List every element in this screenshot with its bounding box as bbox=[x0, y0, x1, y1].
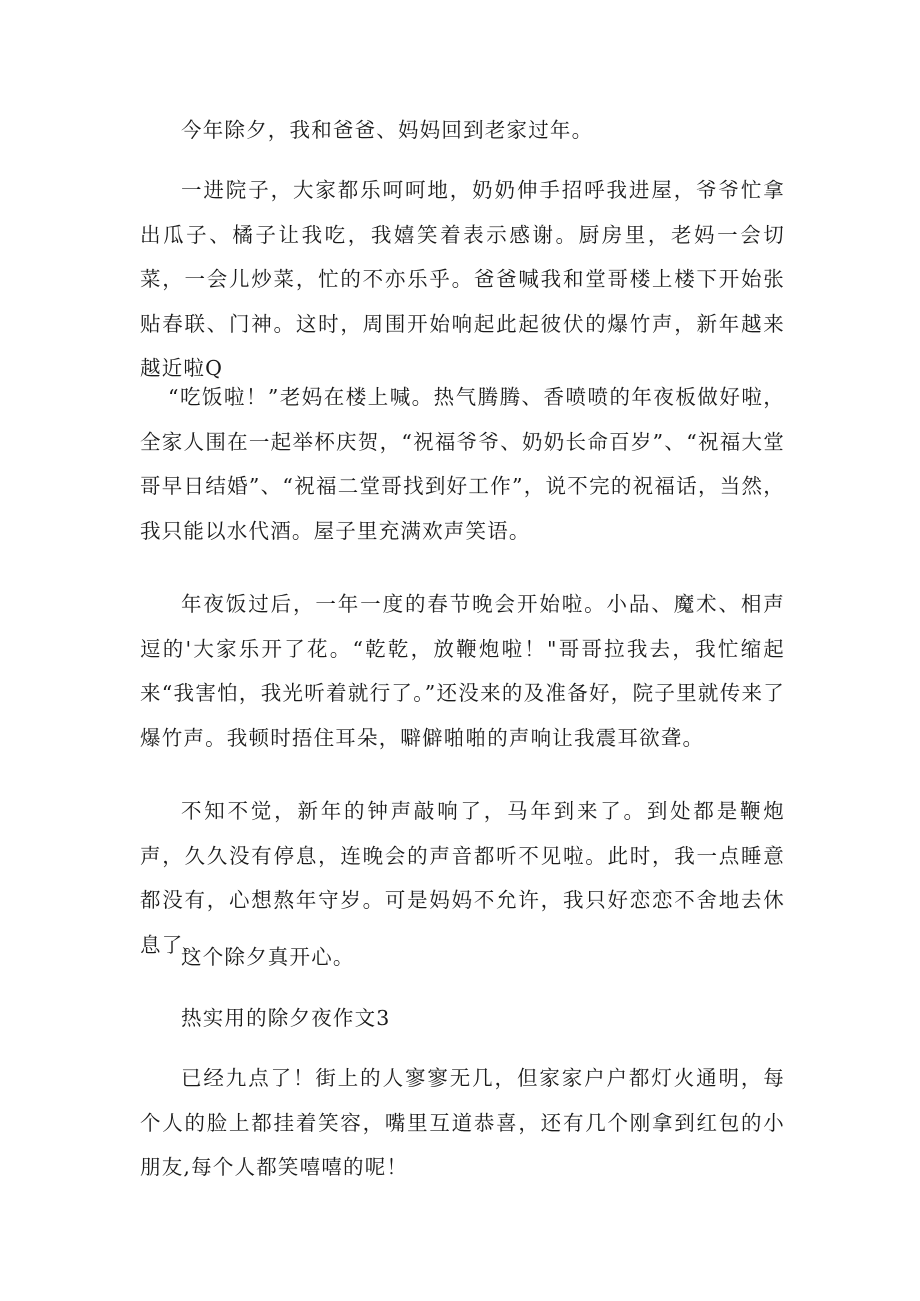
paragraph-6: 这个除夕真开心。 bbox=[181, 945, 355, 969]
paragraph-4: 年夜饭过后，一年一度的春节晚会开始啦。小品、魔术、相声逗的'大家乐开了花。“乾乾，放鞭炮啦！"哥哥拉我去，我忙缩起来“我害怕，我光听着就行了。”还没来的及准备好，院子里就传来了爆竹声。我顿时捂住耳朵，噼僻啪啪的声响让我震耳欲聋。 bbox=[140, 592, 785, 750]
paragraph-5: 不知不觉，新年的钟声敲响了，马年到来了。到处都是鞭炮声，久久没有停息，连晚会的声音都听不见啦。此时，我一点睡意都没有，心想熬年守岁。可是妈妈不允许，我只好恋恋不舍地去休息了。 bbox=[140, 799, 785, 957]
paragraph-3: “吃饭啦！”老妈在楼上喊。热气腾腾、香喷喷的年夜板做好啦，全家人围在一起举杯庆贺，“祝福爷爷、奶奶长命百岁”、“祝福大堂哥早日结婚”、“祝福二堂哥找到好工作”，说不完的祝福话，当然，我只能以水代酒。屋子里充满欢声笑语。 bbox=[140, 385, 785, 543]
paragraph-1: 今年除夕，我和爸爸、妈妈回到老家过年。 bbox=[181, 118, 594, 142]
section-heading: 热实用的除夕夜作文3 bbox=[181, 1006, 391, 1030]
paragraph-7: 已经九点了！街上的人寥寥无几，但家家户户都灯火通明，每个人的脸上都挂着笑容，嘴里互道恭喜，还有几个刚拿到红包的小朋友,每个人都笑嘻嘻的呢！ bbox=[140, 1066, 785, 1179]
paragraph-2: 一进院子，大家都乐呵呵地，奶奶伸手招呼我进屋，爷爷忙拿出瓜子、橘子让我吃，我嬉笑着表示感谢。厨房里，老妈一会切菜，一会儿炒菜，忙的不亦乐乎。爸爸喊我和堂哥楼上楼下开始张贴春联、门神。这时，周围开始响起此起彼伏的爆竹声，新年越来越近啦Q bbox=[140, 178, 785, 380]
